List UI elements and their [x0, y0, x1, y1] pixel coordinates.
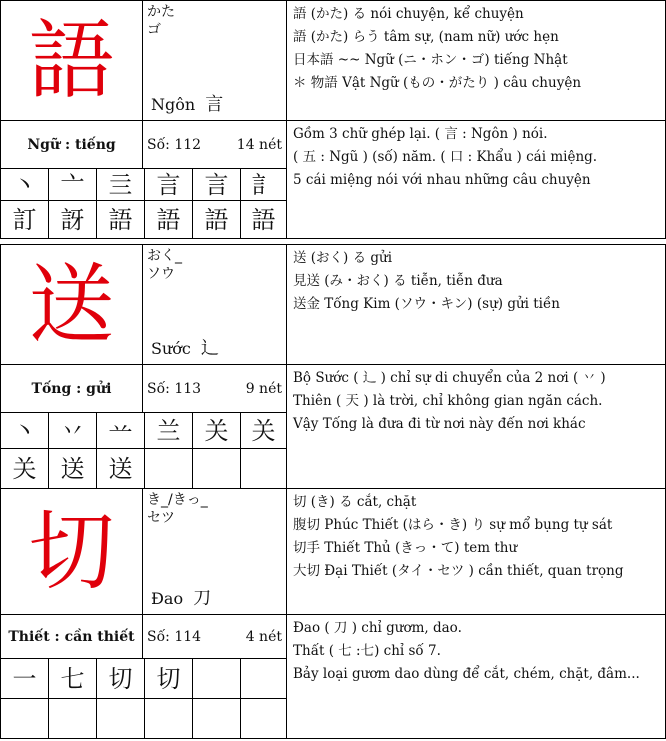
stroke-count: 9 nét: [245, 380, 282, 397]
kanji-readings: [142, 488, 287, 615]
stroke-order-cell: [0, 168, 49, 201]
stroke-step: 关: [204, 416, 229, 445]
stroke-step: 訝: [60, 205, 85, 234]
kanji-meanings: [286, 488, 666, 615]
stroke-step: 言: [204, 170, 229, 199]
radical-char: 辶: [200, 338, 219, 359]
radical-char: 刀: [193, 588, 212, 609]
main-kanji: [0, 244, 143, 365]
stroke-order-cell: [144, 168, 193, 201]
stroke-order-cell: [96, 168, 145, 201]
stroke-order-cell: [96, 412, 145, 449]
stroke-order-cell: [0, 658, 49, 699]
radical-name: Sước: [151, 339, 191, 358]
kanji-name: [0, 120, 143, 169]
kanji-index: Số: 112: [147, 136, 202, 153]
stroke-step: 七: [60, 664, 85, 693]
stroke-order-cell: [48, 412, 97, 449]
kanji-name-text: Tống : gửi: [31, 380, 112, 397]
stroke-count: 4 nét: [245, 628, 282, 645]
explanation-line: ( 五 : Ngũ ) (số) năm. ( 口 : Khẩu ) cái miệng.: [293, 149, 598, 165]
stroke-order-cell: [240, 448, 287, 489]
stroke-order-cell: [0, 448, 49, 489]
on-reading: セツ: [147, 510, 175, 526]
stroke-order-cell: [144, 448, 193, 489]
stroke-order-cell: [192, 698, 241, 739]
meaning-line: 切 (き) る cắt, chặt: [293, 494, 417, 510]
kanji-name: [0, 364, 143, 413]
stroke-order-cell: [192, 658, 241, 699]
stroke-order-cell: [192, 168, 241, 201]
kun-reading: かた: [147, 4, 175, 20]
stroke-order-cell: [96, 448, 145, 489]
stroke-step: 訂: [12, 205, 37, 234]
radical: [151, 340, 219, 358]
kun-reading: おく_: [147, 248, 182, 264]
kanji-meanings: [286, 0, 666, 121]
meaning-line: 語 (かた) らう tâm sự, (nam nữ) ước hẹn: [293, 29, 559, 45]
kanji-index: Số: 114: [147, 628, 202, 645]
stroke-step: 語: [204, 205, 229, 234]
stroke-order-cell: [144, 698, 193, 739]
meaning-line: 日本語 ~~ Ngữ (ニ・ホン・ゴ) tiếng Nhật: [293, 52, 568, 68]
kun-reading: き_/きっ_: [147, 492, 208, 508]
kanji-readings: [142, 244, 287, 365]
explanation-line: Gồm 3 chữ ghép lại. ( 言 : Ngôn ) nói.: [293, 126, 548, 142]
kanji-name-text: Thiết : cần thiết: [8, 628, 135, 645]
stroke-step: 語: [156, 205, 181, 234]
stroke-order-cell: [96, 200, 145, 239]
kanji-readings: [142, 0, 287, 121]
stroke-order-cell: [144, 412, 193, 449]
on-reading: ゴ: [147, 22, 161, 38]
kanji-name: [0, 614, 143, 659]
stroke-step: 語: [108, 205, 133, 234]
stroke-step: 亖: [108, 170, 133, 199]
stroke-count: 14 nét: [236, 136, 282, 153]
kanji-explanation: [286, 120, 666, 239]
stroke-order-cell: [192, 412, 241, 449]
stroke-step: 送: [60, 454, 85, 483]
stroke-order-cell: [48, 168, 97, 201]
kanji-number: [142, 614, 287, 659]
explanation-line: Vậy Tống là đưa đi từ nơi này đến nơi khác: [293, 416, 586, 432]
kanji-number: [142, 120, 287, 169]
kanji-meanings: [286, 244, 666, 365]
stroke-step: 言: [156, 170, 181, 199]
stroke-step: 一: [12, 664, 37, 693]
main-kanji-char: 送: [28, 254, 115, 355]
stroke-order-cell: [192, 200, 241, 239]
kanji-name-text: Ngữ : tiếng: [27, 136, 116, 153]
stroke-order-cell: [96, 658, 145, 699]
radical-char: 言: [205, 94, 224, 115]
explanation-line: Đao ( 刀 ) chỉ gươm, dao.: [293, 620, 462, 636]
stroke-step: 切: [108, 664, 133, 693]
stroke-step: 丶: [12, 416, 37, 445]
kanji-index: Số: 113: [147, 380, 202, 397]
stroke-step: 关: [12, 454, 37, 483]
stroke-order-cell: [48, 658, 97, 699]
stroke-order-cell: [144, 200, 193, 239]
radical: [151, 590, 211, 608]
radical-name: Đao: [151, 589, 184, 608]
radical-name: Ngôn: [151, 95, 196, 114]
stroke-step: 訁: [251, 170, 276, 199]
stroke-step: 語: [251, 205, 276, 234]
meaning-line: 切手 Thiết Thủ (きっ・て) tem thư: [293, 540, 518, 556]
stroke-step: 亠: [60, 170, 85, 199]
stroke-order-cell: [48, 200, 97, 239]
main-kanji-char: 切: [28, 501, 115, 602]
stroke-step: 切: [156, 664, 181, 693]
explanation-line: Thất ( 七 :七) chỉ số 7.: [293, 643, 441, 659]
stroke-order-cell: [0, 698, 49, 739]
stroke-order-cell: [192, 448, 241, 489]
meaning-line: 見送 (み・おく) る tiễn, tiễn đưa: [293, 273, 503, 289]
meaning-line: 語 (かた) る nói chuyện, kể chuyện: [293, 6, 524, 22]
on-reading: ソウ: [147, 266, 175, 282]
main-kanji: [0, 0, 143, 121]
explanation-line: Bảy loại gươm dao dùng để cắt, chém, chặt, đâm...: [293, 666, 640, 682]
explanation-line: Bộ Sước ( 辶 ) chỉ sự di chuyển của 2 nơi ( 丷 ): [293, 370, 606, 386]
kanji-number: [142, 364, 287, 413]
stroke-step: 丷: [60, 416, 85, 445]
stroke-step: 送: [108, 454, 133, 483]
meaning-line: 大切 Đại Thiết (タイ・セツ ) cần thiết, quan trọng: [293, 563, 624, 579]
explanation-line: Thiên ( 天 ) là trời, chỉ không gian ngăn cách.: [293, 393, 603, 409]
stroke-order-cell: [240, 412, 287, 449]
kanji-explanation: [286, 614, 666, 739]
stroke-order-cell: [240, 698, 287, 739]
main-kanji-char: 語: [28, 10, 115, 111]
meaning-line: ＊ 物語 Vật Ngữ (もの・がたり ) câu chuyện: [293, 75, 582, 91]
meaning-line: 送金 Tống Kim (ソウ・キン) (sự) gửi tiền: [293, 296, 561, 312]
meaning-line: 送 (おく) る gửi: [293, 250, 393, 266]
stroke-order-cell: [240, 658, 287, 699]
stroke-step: 关: [251, 416, 276, 445]
stroke-step: 兰: [156, 416, 181, 445]
stroke-order-cell: [240, 168, 287, 201]
main-kanji: [0, 488, 143, 615]
stroke-order-cell: [0, 200, 49, 239]
stroke-step: 䒑: [108, 416, 133, 445]
stroke-order-cell: [96, 698, 145, 739]
stroke-order-cell: [240, 200, 287, 239]
kanji-explanation: [286, 364, 666, 489]
meaning-line: 腹切 Phúc Thiết (はら・き) り sự mổ bụng tự sát: [293, 517, 613, 533]
stroke-order-cell: [0, 412, 49, 449]
stroke-step: 丶: [12, 170, 37, 199]
explanation-line: 5 cái miệng nói với nhau những câu chuyện: [293, 172, 591, 188]
radical: [151, 96, 223, 114]
stroke-order-cell: [48, 448, 97, 489]
stroke-order-cell: [144, 658, 193, 699]
stroke-order-cell: [48, 698, 97, 739]
